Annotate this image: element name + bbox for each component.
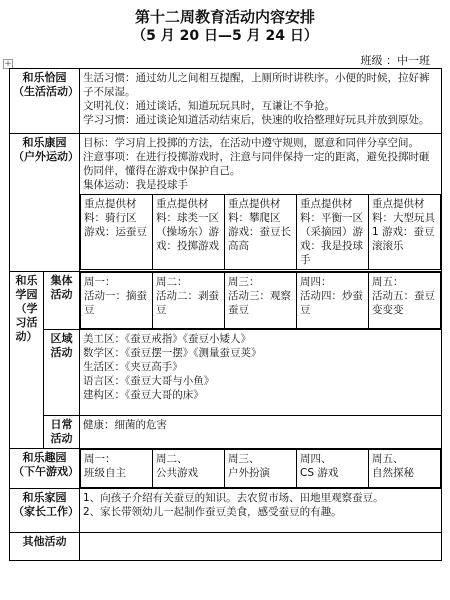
fun-day-4: 周四、 CS 游戏 <box>297 450 369 488</box>
fun-row <box>10 449 442 489</box>
family-row <box>10 489 442 533</box>
outdoor-notice: 注意事项：在进行投掷游戏时，注意与同伴保持一定的距离，避免投掷时砸伤同伴，懂得在游戏中保护自己。 <box>83 151 430 177</box>
area-activity-label: 区域活动 <box>44 330 80 416</box>
life-section-label: 和乐恰园 （生活活动） <box>10 69 80 134</box>
group-activity-content <box>80 272 442 330</box>
group-day-2: 周二： 活动二：剥蚕豆 <box>153 273 225 329</box>
fun-day-2: 周二、 公共游戏 <box>153 450 225 488</box>
study-group-row <box>10 272 442 330</box>
outdoor-material-table <box>80 194 441 270</box>
outdoor-cell-2: 重点提供材料：球类一区（操场东）游戏：投掷游戏 <box>153 195 225 270</box>
fun-section-label: 和乐趣园 （下午游戏） <box>10 449 80 489</box>
family-section-label: 和乐家园 （家长工作） <box>10 489 80 533</box>
other-section-label: 其他活动 <box>10 533 80 561</box>
life-line-2: 文明礼仪：通过谈话，知道玩玩具时，互谦让不争抢。 <box>83 100 335 112</box>
group-day-3: 周三： 活动三：观察蚕豆 <box>225 273 297 329</box>
fun-day-5: 周五、 自然探秘 <box>369 450 441 488</box>
daily-activity-label: 日常活动 <box>44 416 80 449</box>
other-content <box>80 533 442 561</box>
life-line-1: 生活习惯：通过幼儿之间相互提醒，上厕所时讲秩序。小便的时候，拉好裤子不尿湿。 <box>83 72 430 98</box>
outdoor-content <box>80 134 442 272</box>
fun-content <box>80 449 442 489</box>
area-line-4: 语言区：《蚕豆大哥与小鱼》 <box>83 375 215 387</box>
life-line-3: 学习习惯：通过谈论知道活动结束后，快速的收拾整理好玩具并放到原处。 <box>83 114 430 126</box>
group-day-5: 周五： 活动五：蚕豆变变变 <box>369 273 441 329</box>
group-activity-label: 集体活动 <box>44 272 80 330</box>
outdoor-group: 集体运动：我是投球手 <box>83 179 188 191</box>
group-activity-table <box>80 272 441 329</box>
other-row <box>10 533 442 561</box>
page-title: 第十二周教育活动内容安排 <box>134 8 315 26</box>
fun-day-3: 周三、 户外扮演 <box>225 450 297 488</box>
area-line-3: 生活区：《夹豆高手》 <box>83 361 183 373</box>
table-move-handle-icon[interactable]: + <box>4 59 12 69</box>
page-subtitle: （5 月 20 日—5 月 24 日） <box>132 28 318 44</box>
area-line-2: 数学区：《蚕豆摆一摆》《测量蚕豆荚》 <box>83 347 262 359</box>
outdoor-row <box>10 134 442 272</box>
area-line-5: 建构区：《蚕豆大哥的床》 <box>83 389 204 401</box>
family-content <box>80 489 442 533</box>
outdoor-cell-5: 重点提供材料：大型玩具1 游戏：蚕豆滚滚乐 <box>369 195 441 270</box>
group-day-4: 周四： 活动四：炒蚕豆 <box>297 273 369 329</box>
life-row <box>10 69 442 134</box>
area-line-1: 美工区：《蚕豆戒指》《蚕豆小矮人》 <box>83 333 251 345</box>
fun-day-1: 周一： 班级自主 <box>81 450 153 488</box>
fun-table <box>80 449 441 488</box>
area-activity-content <box>80 330 442 416</box>
schedule-table <box>9 68 442 561</box>
outdoor-cell-4: 重点提供材料：平衡一区（采摘园）游戏：我是投球手 <box>297 195 369 270</box>
outdoor-cell-3: 重点提供材料：攀爬区 游戏：蚕豆长高高 <box>225 195 297 270</box>
outdoor-section-label: 和乐康园 （户外运动） <box>10 134 80 272</box>
study-area-row <box>10 330 442 416</box>
life-content <box>80 69 442 134</box>
outdoor-cell-1: 重点提供材料：骑行区 游戏：运蚕豆 <box>81 195 153 270</box>
family-line-1: 1、向孩子介绍有关蚕豆的知识。去农贸市场、田地里观察蚕豆。 <box>83 492 384 504</box>
class-label: 班级 ：中一班 <box>360 54 430 67</box>
outdoor-goal: 目标：学习肩上投掷的方法，在活动中遵守规则，愿意和同伴分享空间。 <box>83 137 419 149</box>
study-daily-row <box>10 416 442 449</box>
daily-activity-content: 健康：细菌的危害 <box>80 416 442 449</box>
family-line-2: 2、家长带领幼儿一起制作蚕豆美食，感受蚕豆的有趣。 <box>83 506 342 518</box>
group-day-1: 周一： 活动一：摘蚕豆 <box>81 273 153 329</box>
study-section-label: 和乐学园（学习活动） <box>10 272 44 449</box>
